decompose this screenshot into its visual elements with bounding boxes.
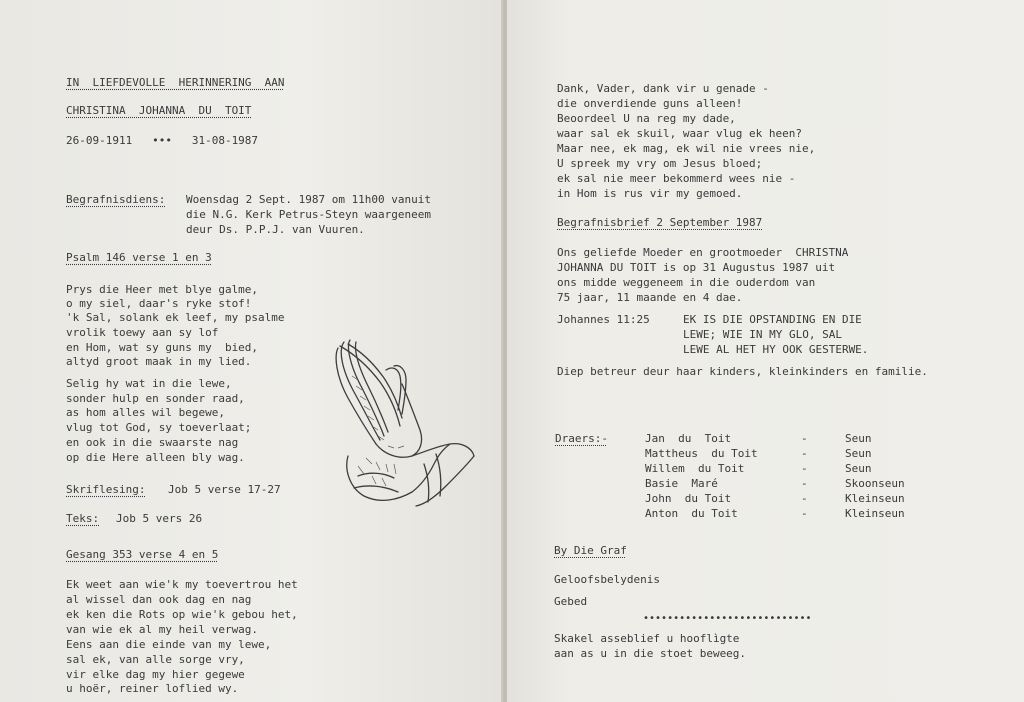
hymn-line: sal ek, van alle sorge vry, <box>66 653 245 666</box>
bearer-dash: - <box>801 507 808 520</box>
prayer-line: Maar nee, ek mag, ek wil nie vrees nie, <box>557 142 816 155</box>
verse-line: LEWE; WIE IN MY GLO, SAL <box>683 328 842 341</box>
bearer-relation: Skoonseun <box>845 477 905 490</box>
service-line: Woensdag 2 Sept. 1987 om 11h00 vanuit <box>186 193 432 206</box>
bearer-dash: - <box>801 477 808 490</box>
letter-line: ons midde weggeneem in die ouderdom van <box>557 276 816 289</box>
life-dates: 26-09-1911 ••• 31-08-1987 <box>66 134 259 147</box>
prayer-line: in Hom is rus vir my gemoed. <box>557 187 743 200</box>
hymn-line: al wissel dan ook dag en nag <box>66 593 252 606</box>
funeral-letter-heading: Begrafnisbrief 2 September 1987 <box>557 216 763 229</box>
prayer-line: Dank, Vader, dank vir u genade - <box>557 82 769 95</box>
bearer-relation: Kleinseun <box>845 507 905 520</box>
bearers-label: Draers:- <box>555 432 608 445</box>
letter-line: JOHANNA DU TOIT is op 31 Augustus 1987 uit <box>557 261 836 274</box>
psalm-line: 'k Sal, solank ek leef, my psalme <box>66 311 285 324</box>
hymn-line: vir elke dag my hier gegewe <box>66 668 245 681</box>
hymn-line: ek ken die Rots op wie'k gebou het, <box>66 608 298 621</box>
closing-line: Skakel asseblief u hooflìgte <box>554 632 740 645</box>
prayer-line: die onverdiende guns alleen! <box>557 97 743 110</box>
closing-line: aan as u in die stoet beweeg. <box>554 647 747 660</box>
prayer-line: waar sal ek skuil, waar vlug ek heen? <box>557 127 803 140</box>
bearer-name: Mattheus du Toit <box>645 447 758 460</box>
right-page <box>507 0 1024 702</box>
psalm-line: Selig hy wat in die lewe, <box>66 377 232 390</box>
bearer-dash: - <box>801 432 808 445</box>
psalm-line: Prys die Heer met blye galme, <box>66 283 259 296</box>
scripture-reading-value: Job 5 verse 17-27 <box>168 483 281 496</box>
hymn-line: Eens aan die einde van my lewe, <box>66 638 272 651</box>
hymn-line: van wie ek al my heil verwag. <box>66 623 259 636</box>
mourners-line: Diep betreur deur haar kinders, kleinkinders en familie. <box>557 365 928 378</box>
dotted-separator: •••••••••••••••••••••••••••• <box>643 613 812 624</box>
service-line: deur Ds. P.P.J. van Vuuren. <box>186 223 365 236</box>
bearer-name: John du Toit <box>645 492 732 505</box>
psalm-heading: Psalm 146 verse 1 en 3 <box>66 251 212 264</box>
praying-hands-icon <box>328 336 478 508</box>
bearer-dash: - <box>801 492 808 505</box>
hymn-heading: Gesang 353 verse 4 en 5 <box>66 548 219 561</box>
hymn-line: u hoër, reiner loflied wy. <box>66 682 239 695</box>
text-label: Teks: <box>66 512 100 525</box>
psalm-line: en ook in die swaarste nag <box>66 436 239 449</box>
hymn-line: Ek weet aan wie'k my toevertrou het <box>66 578 298 591</box>
bearer-relation: Seun <box>845 462 872 475</box>
prayer-line: U spreek my vry om Jesus bloed; <box>557 157 763 170</box>
verse-line: EK IS DIE OPSTANDING EN DIE <box>683 313 862 326</box>
bearer-name: Basie Maré <box>645 477 718 490</box>
psalm-line: op die Here alleen bly wag. <box>66 451 245 464</box>
bearer-relation: Seun <box>845 447 872 460</box>
left-page <box>0 0 503 702</box>
psalm-line: vrolik toewy aan sy lof <box>66 326 219 339</box>
heading-in-loving-memory: IN LIEFDEVOLLE HERINNERING AAN <box>66 76 285 89</box>
letter-line: 75 jaar, 11 maande en 4 dae. <box>557 291 743 304</box>
psalm-line: altyd groot maak in my lied. <box>66 355 252 368</box>
graveside-item: Gebed <box>554 595 588 608</box>
letter-line: Ons geliefde Moeder en grootmoeder CHRISTNA <box>557 246 849 259</box>
prayer-line: ek sal nie meer bekommerd wees nie - <box>557 172 796 185</box>
psalm-line: as hom alles wil begewe, <box>66 406 225 419</box>
psalm-line: en Hom, wat sy guns my bied, <box>66 341 259 354</box>
deceased-name: CHRISTINA JOHANNA DU TOIT <box>66 104 252 117</box>
text-value: Job 5 vers 26 <box>116 512 203 525</box>
scripture-reading-label: Skriflesing: <box>66 483 146 496</box>
psalm-line: sonder hulp en sonder raad, <box>66 392 245 405</box>
bearer-name: Jan du Toit <box>645 432 732 445</box>
bearer-name: Willem du Toit <box>645 462 745 475</box>
psalm-line: vlug tot God, sy toeverlaat; <box>66 421 252 434</box>
graveside-heading: By Die Graf <box>554 544 627 557</box>
service-line: die N.G. Kerk Petrus-Steyn waargeneem <box>186 208 432 221</box>
service-label: Begrafnisdiens: <box>66 193 166 206</box>
bearer-name: Anton du Toit <box>645 507 738 520</box>
bearer-relation: Kleinseun <box>845 492 905 505</box>
bearer-dash: - <box>801 447 808 460</box>
bearer-relation: Seun <box>845 432 872 445</box>
psalm-line: o my siel, daar's ryke stof! <box>66 297 252 310</box>
prayer-line: Beoordeel U na reg my dade, <box>557 112 736 125</box>
bearer-dash: - <box>801 462 808 475</box>
graveside-item: Geloofsbelydenis <box>554 573 660 586</box>
verse-line: LEWE AL HET HY OOK GESTERWE. <box>683 343 869 356</box>
verse-reference: Johannes 11:25 <box>557 313 650 326</box>
